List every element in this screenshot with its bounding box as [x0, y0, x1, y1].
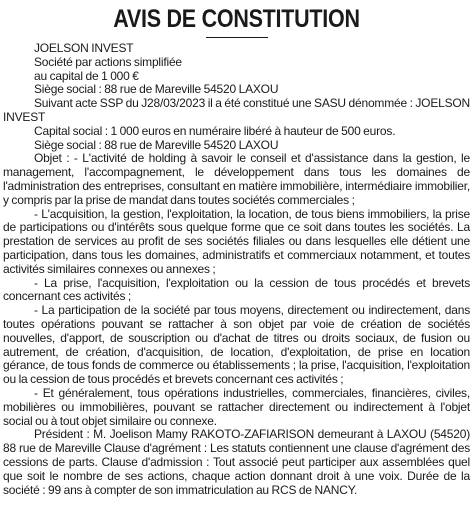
notice-title: AVIS DE CONSTITUTION	[113, 5, 360, 33]
company-headquarters: Siège social : 88 rue de Mareville 54520 LAXOU	[34, 82, 279, 97]
company-name: JOELSON INVEST	[34, 41, 134, 55]
president-and-clauses: Président : M. Joelison Mamy RAKOTO-ZAFIARISON demeurant à LAXOU (54520) 88 rue de Mareville Clause d'agrément : Les statuts contiennent une clause d'agrément des cessions de parts. Clause d'admission : Tout associé peut participer aux assemblées quel que soit le nombre de ses actions, chaque action donnant droit à une voix. Durée de la société : 99 ans à compter de son immatriculation au RCS de NANCY.	[3, 427, 470, 497]
object-patents: - La prise, l'acquisition, l'exploitation ou la cession de tous procédés et brevets concernant ces activités ;	[3, 275, 470, 304]
object-general: - Et généralement, tous opérations industrielles, commerciales, financières, civiles, mobilières ou immobilières, pouvant se rattacher directement ou indirectement à l'objet social ou à tout objet similaire ou connexe.	[3, 385, 470, 428]
notice-body	[3, 42, 470, 497]
object-holding: Objet : - L'activité de holding à savoir le conseil et d'assistance dans la gestion, le management, l'accompagnement, le développement dans tous les domaines de l'administration des entreprises, consultant en matière immobilière, intermédiaire immobilier, y compris par la prise de mandat dans toutes sociétés commerciales ;	[3, 151, 470, 207]
title-underline	[206, 37, 268, 38]
capital-detail: Capital social : 1 000 euros en numéraire libéré à hauteur de 500 euros.	[34, 123, 396, 138]
legal-notice	[0, 4, 473, 532]
constitution-statement: Suivant acte SSP du J28/03/2023 il a été constitué une SASU dénommée : JOELSON INVEST	[3, 96, 470, 124]
headquarters-detail: Siège social : 88 rue de Mareville 54520 LAXOU	[34, 137, 279, 152]
company-form: Société par actions simplifiée	[34, 54, 182, 69]
object-real-estate: - L'acquisition, la gestion, l'exploitation, la location, de tous biens immobiliers, la prise de participations ou d'intérêts sous quelque forme que ce soit dans toutes les sociétés. La prestation de services au profit de ses sociétés filiales ou dans lesquelles elle détient une participation, dans tous les domaines, administratifs et commerciaux notamment, et toutes activités similaires connexes ou annexes ;	[3, 206, 470, 276]
object-participation: - La participation de la société par tous moyens, directement ou indirectement, dans toutes opérations pouvant se rattacher à son objet par voie de création de sociétés nouvelles, d'apport, de souscription ou d'achat de titres ou droits sociaux, de fusion ou autrement, de création, d'acquisition, de location, d'exploitation, de prise en location gérance, de tous fonds de commerce ou établissements ; la prise, l'acquisition, l'exploitation ou la cession de tous procédés et brevets concernant ces activités ;	[3, 303, 470, 387]
company-capital: au capital de 1 000 €	[34, 68, 139, 83]
